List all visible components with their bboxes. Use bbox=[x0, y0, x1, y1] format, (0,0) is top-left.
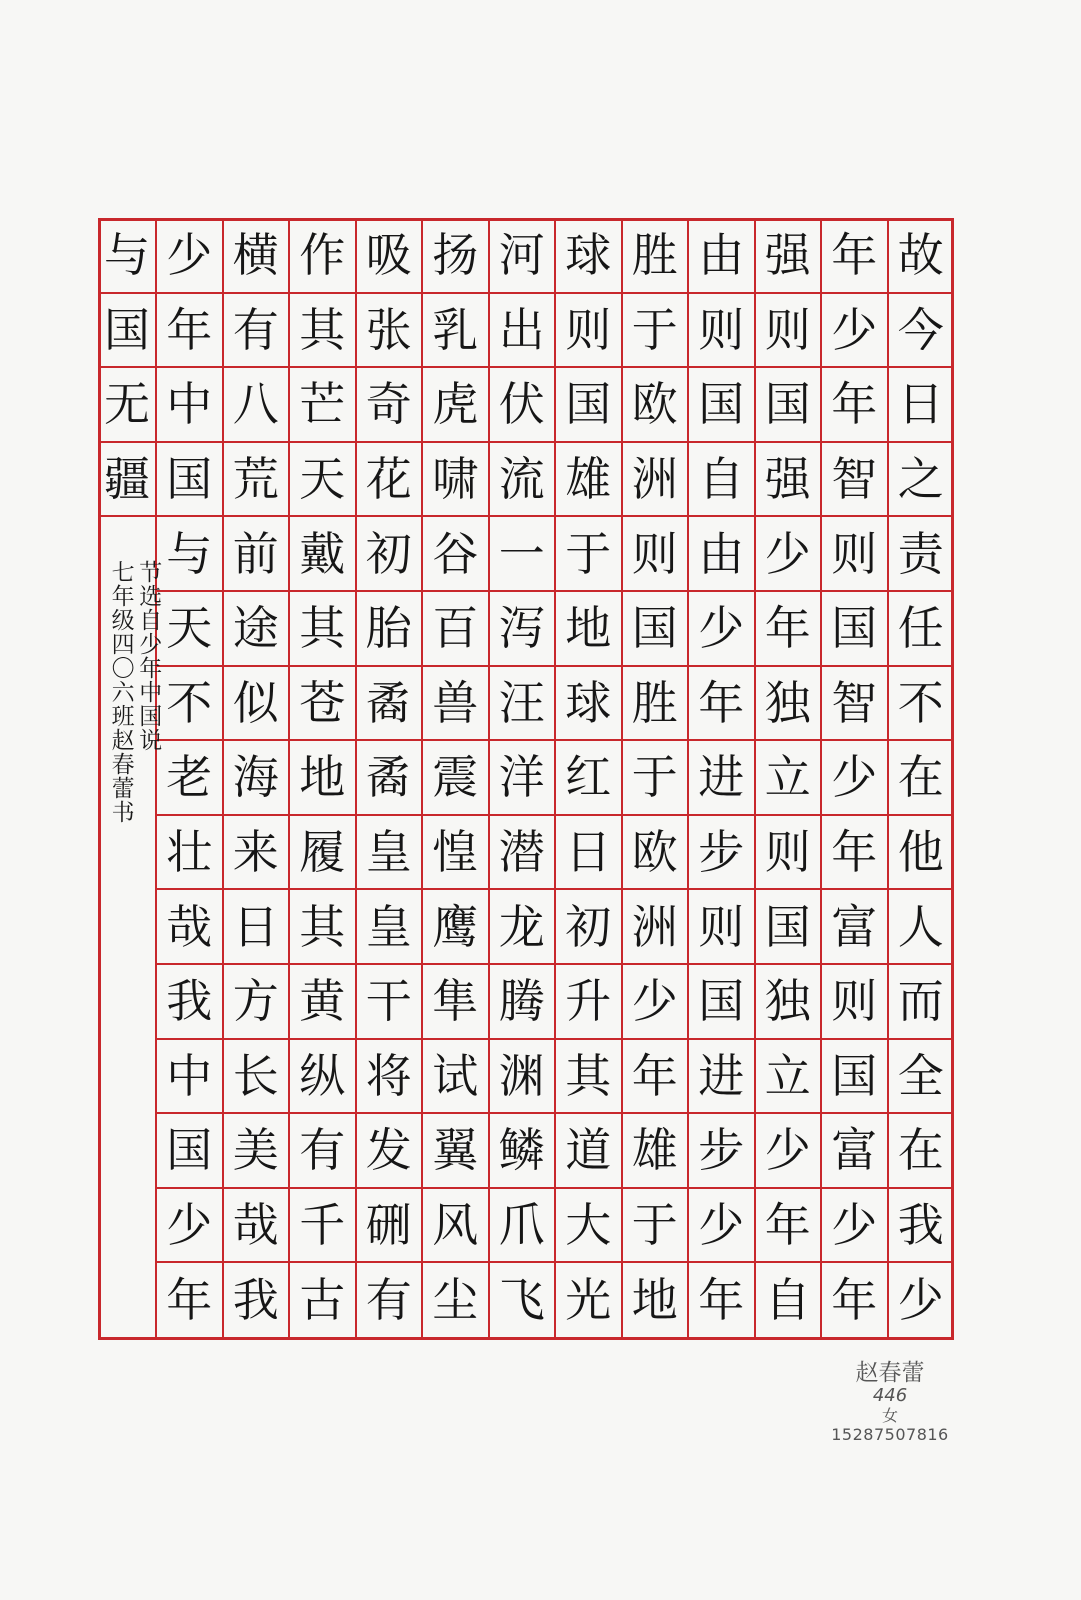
grid-character: 来 bbox=[232, 825, 279, 880]
grid-character: 不 bbox=[166, 675, 213, 730]
grid-character: 少 bbox=[831, 1198, 878, 1253]
grid-character: 伏 bbox=[498, 377, 545, 432]
grid-character: 自 bbox=[698, 452, 745, 507]
grid-character: 兽 bbox=[432, 675, 479, 730]
grid-character: 老 bbox=[166, 750, 213, 805]
grid-character: 欧 bbox=[631, 377, 678, 432]
grid-character: 皇 bbox=[365, 825, 412, 880]
grid-character: 有 bbox=[299, 1123, 346, 1178]
grid-character: 洋 bbox=[498, 750, 545, 805]
grid-character: 戴 bbox=[299, 526, 346, 581]
grid-character: 国 bbox=[698, 377, 745, 432]
credit-inscription bbox=[106, 560, 161, 824]
grid-character: 年 bbox=[831, 1272, 878, 1327]
grid-character: 则 bbox=[565, 302, 612, 357]
grid-character: 国 bbox=[764, 899, 811, 954]
grid-character: 泻 bbox=[498, 601, 545, 656]
grid-character: 纵 bbox=[299, 1048, 346, 1103]
grid-character: 横 bbox=[232, 228, 279, 283]
grid-character: 长 bbox=[232, 1048, 279, 1103]
grid-character: 少 bbox=[698, 1198, 745, 1253]
grid-character: 虎 bbox=[432, 377, 479, 432]
grid-character: 汪 bbox=[498, 675, 545, 730]
grid-character: 则 bbox=[698, 302, 745, 357]
grid-character: 天 bbox=[299, 452, 346, 507]
grid-character: 于 bbox=[565, 526, 612, 581]
grid-character: 发 bbox=[365, 1123, 412, 1178]
grid-character: 乳 bbox=[432, 302, 479, 357]
grid-character: 腾 bbox=[498, 974, 545, 1029]
grid-character: 进 bbox=[698, 1048, 745, 1103]
grid-character: 少 bbox=[166, 228, 213, 283]
grid-character: 我 bbox=[232, 1272, 279, 1327]
grid-character: 国 bbox=[104, 302, 150, 357]
grid-character: 地 bbox=[631, 1272, 678, 1327]
grid-character: 则 bbox=[764, 302, 811, 357]
grid-character: 谷 bbox=[432, 526, 479, 581]
grid-character: 年 bbox=[698, 675, 745, 730]
grid-character: 美 bbox=[232, 1123, 279, 1178]
grid-character: 他 bbox=[897, 825, 944, 880]
pencil-note bbox=[825, 1360, 955, 1444]
grid-character: 年 bbox=[166, 1272, 213, 1327]
grid-character: 似 bbox=[232, 675, 279, 730]
note-name: 赵春蕾 bbox=[855, 1360, 925, 1386]
grid-character: 天 bbox=[166, 601, 213, 656]
grid-character: 作 bbox=[299, 228, 346, 283]
grid-character: 地 bbox=[299, 750, 346, 805]
grid-character: 少 bbox=[166, 1198, 213, 1253]
grid-character: 地 bbox=[565, 601, 612, 656]
grid-character: 任 bbox=[897, 601, 944, 656]
grid-character: 自 bbox=[764, 1272, 811, 1327]
grid-character: 少 bbox=[764, 526, 811, 581]
grid-character: 不 bbox=[897, 675, 944, 730]
grid-character: 球 bbox=[565, 228, 612, 283]
grid-character: 少 bbox=[631, 974, 678, 1029]
grid-character: 则 bbox=[831, 974, 878, 1029]
grid-character: 年 bbox=[831, 228, 878, 283]
grid-character: 则 bbox=[831, 526, 878, 581]
grid-character: 奇 bbox=[365, 377, 412, 432]
grid-character: 渊 bbox=[498, 1048, 545, 1103]
grid-character: 出 bbox=[498, 302, 545, 357]
grid-character: 风 bbox=[432, 1198, 479, 1253]
grid-character: 其 bbox=[299, 601, 346, 656]
grid-character: 尘 bbox=[432, 1272, 479, 1327]
grid-character: 河 bbox=[498, 228, 545, 283]
grid-character: 鳞 bbox=[498, 1123, 545, 1178]
grid-character: 黄 bbox=[299, 974, 346, 1029]
grid-character: 强 bbox=[764, 228, 811, 283]
grid-character: 由 bbox=[698, 228, 745, 283]
grid-character: 少 bbox=[831, 750, 878, 805]
grid-character: 今 bbox=[897, 302, 944, 357]
grid-character: 之 bbox=[897, 452, 944, 507]
grid-character: 国 bbox=[631, 601, 678, 656]
grid-character: 隼 bbox=[432, 974, 479, 1029]
grid-character: 全 bbox=[897, 1048, 944, 1103]
grid-character: 日 bbox=[897, 377, 944, 432]
grid-character: 流 bbox=[498, 452, 545, 507]
grid-character: 矞 bbox=[365, 750, 412, 805]
grid-character: 雄 bbox=[631, 1123, 678, 1178]
grid-character: 有 bbox=[232, 302, 279, 357]
grid-character: 途 bbox=[232, 601, 279, 656]
grid-character: 其 bbox=[299, 899, 346, 954]
grid-character: 年 bbox=[631, 1048, 678, 1103]
grid-character: 翼 bbox=[432, 1123, 479, 1178]
grid-character: 步 bbox=[698, 1123, 745, 1178]
grid-character: 与 bbox=[166, 526, 213, 581]
grid-character: 一 bbox=[498, 526, 545, 581]
grid-character: 立 bbox=[764, 1048, 811, 1103]
grid-character: 在 bbox=[897, 1123, 944, 1178]
grid-character: 张 bbox=[365, 302, 412, 357]
grid-character: 大 bbox=[565, 1198, 612, 1253]
grid-character: 雄 bbox=[565, 452, 612, 507]
grid-character: 由 bbox=[698, 526, 745, 581]
grid-character: 独 bbox=[764, 675, 811, 730]
grid-character: 疆 bbox=[104, 452, 150, 507]
grid-character: 国 bbox=[166, 1123, 213, 1178]
note-number: 446 bbox=[872, 1385, 908, 1407]
grid-character: 故 bbox=[897, 228, 944, 283]
grid-character: 中 bbox=[166, 377, 213, 432]
grid-character: 于 bbox=[631, 302, 678, 357]
grid-character: 方 bbox=[232, 974, 279, 1029]
grid-character: 欧 bbox=[631, 825, 678, 880]
grid-character: 哉 bbox=[166, 899, 213, 954]
grid-character: 荒 bbox=[232, 452, 279, 507]
grid-character: 年 bbox=[698, 1272, 745, 1327]
grid-character: 洲 bbox=[631, 899, 678, 954]
grid-character: 国 bbox=[698, 974, 745, 1029]
grid-character: 爪 bbox=[498, 1198, 545, 1253]
credit-source: 节选自少年中国说 bbox=[135, 560, 162, 752]
grid-character: 百 bbox=[432, 601, 479, 656]
note-sex: 女 bbox=[881, 1406, 898, 1426]
grid-character: 道 bbox=[565, 1123, 612, 1178]
grid-character: 将 bbox=[365, 1048, 412, 1103]
grid-character: 年 bbox=[831, 825, 878, 880]
grid-character: 人 bbox=[897, 899, 944, 954]
grid-character: 胜 bbox=[631, 228, 678, 283]
grid-character: 年 bbox=[831, 377, 878, 432]
grid-character: 少 bbox=[831, 302, 878, 357]
grid-character: 飞 bbox=[498, 1272, 545, 1327]
grid-character: 矞 bbox=[365, 675, 412, 730]
grid-character: 我 bbox=[897, 1198, 944, 1253]
grid-character: 强 bbox=[764, 452, 811, 507]
grid-character: 少 bbox=[897, 1272, 944, 1327]
grid-character: 海 bbox=[232, 750, 279, 805]
grid-character: 智 bbox=[831, 452, 878, 507]
grid-character: 而 bbox=[897, 974, 944, 1029]
grid-character: 在 bbox=[897, 750, 944, 805]
grid-character: 壮 bbox=[166, 825, 213, 880]
grid-character: 国 bbox=[764, 377, 811, 432]
grid-character: 古 bbox=[299, 1272, 346, 1327]
grid-character: 球 bbox=[565, 675, 612, 730]
grid-character: 履 bbox=[299, 825, 346, 880]
grid-character: 花 bbox=[365, 452, 412, 507]
grid-character: 其 bbox=[565, 1048, 612, 1103]
grid-character: 于 bbox=[631, 1198, 678, 1253]
grid-character: 进 bbox=[698, 750, 745, 805]
grid-character: 日 bbox=[565, 825, 612, 880]
grid-character: 鹰 bbox=[432, 899, 479, 954]
grid-character: 胎 bbox=[365, 601, 412, 656]
grid-character: 立 bbox=[764, 750, 811, 805]
grid-character: 千 bbox=[299, 1198, 346, 1253]
grid-character: 少 bbox=[764, 1123, 811, 1178]
grid-character: 八 bbox=[232, 377, 279, 432]
grid-character: 红 bbox=[565, 750, 612, 805]
grid-character: 洲 bbox=[631, 452, 678, 507]
grid-character: 有 bbox=[365, 1272, 412, 1327]
grid-character: 年 bbox=[764, 1198, 811, 1253]
grid-character: 惶 bbox=[432, 825, 479, 880]
grid-character: 我 bbox=[166, 974, 213, 1029]
grid-character: 啸 bbox=[432, 452, 479, 507]
grid-character: 无 bbox=[104, 377, 150, 432]
grid-character: 富 bbox=[831, 1123, 878, 1178]
grid-character: 日 bbox=[232, 899, 279, 954]
grid-character: 初 bbox=[365, 526, 412, 581]
grid-character: 哉 bbox=[232, 1198, 279, 1253]
grid-character: 扬 bbox=[432, 228, 479, 283]
grid-character: 国 bbox=[565, 377, 612, 432]
grid-character: 吸 bbox=[365, 228, 412, 283]
credit-author-class: 七年级四〇六班赵春蕾书 bbox=[107, 560, 134, 824]
grid-character: 责 bbox=[897, 526, 944, 581]
grid-character: 皇 bbox=[365, 899, 412, 954]
grid-character: 升 bbox=[565, 974, 612, 1029]
grid-character: 与 bbox=[104, 228, 150, 283]
grid-character: 富 bbox=[831, 899, 878, 954]
grid-character: 中 bbox=[166, 1048, 213, 1103]
grid-character: 硎 bbox=[365, 1198, 412, 1253]
grid-character: 震 bbox=[432, 750, 479, 805]
grid-character: 少 bbox=[698, 601, 745, 656]
grid-character: 胜 bbox=[631, 675, 678, 730]
grid-character: 则 bbox=[764, 825, 811, 880]
grid-character: 国 bbox=[166, 452, 213, 507]
grid-character: 其 bbox=[299, 302, 346, 357]
grid-character: 试 bbox=[432, 1048, 479, 1103]
grid-character: 前 bbox=[232, 526, 279, 581]
grid-character: 则 bbox=[631, 526, 678, 581]
grid-character: 苍 bbox=[299, 675, 346, 730]
grid-character: 干 bbox=[365, 974, 412, 1029]
grid-character: 步 bbox=[698, 825, 745, 880]
grid-character: 年 bbox=[764, 601, 811, 656]
grid-character: 初 bbox=[565, 899, 612, 954]
grid-character: 于 bbox=[631, 750, 678, 805]
grid-character: 龙 bbox=[498, 899, 545, 954]
grid-character: 智 bbox=[831, 675, 878, 730]
grid-character: 年 bbox=[166, 302, 213, 357]
grid-character: 独 bbox=[764, 974, 811, 1029]
grid-character: 则 bbox=[698, 899, 745, 954]
grid-character: 光 bbox=[565, 1272, 612, 1327]
grid-character: 国 bbox=[831, 601, 878, 656]
grid-character: 潜 bbox=[498, 825, 545, 880]
grid-character: 国 bbox=[831, 1048, 878, 1103]
note-phone: 15287507816 bbox=[831, 1424, 949, 1444]
grid-character: 芒 bbox=[299, 377, 346, 432]
